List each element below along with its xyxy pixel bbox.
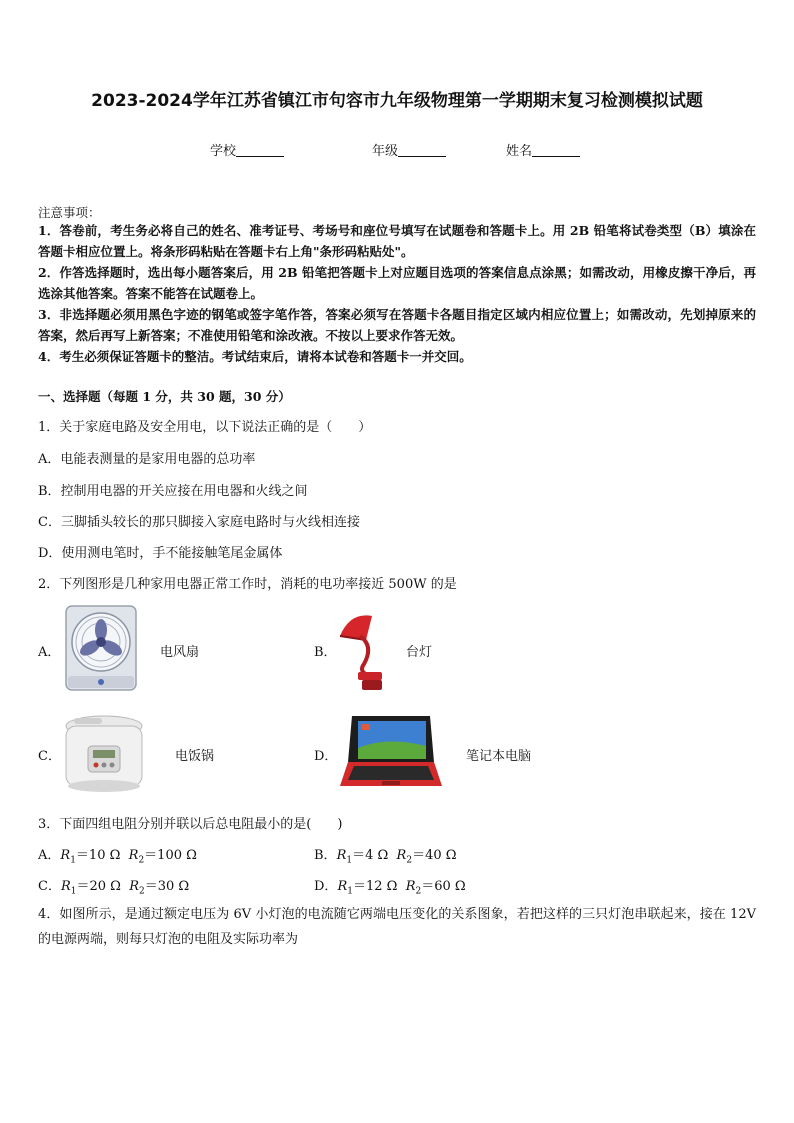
notice-item: 4．考生必须保证答题卡的整洁。考试结束后，请将本试卷和答题卡一并交回。 xyxy=(38,349,472,364)
electric-fan-image xyxy=(62,604,140,692)
q2-option-c-name: 电饭锅 xyxy=(175,749,215,764)
q3-option-d xyxy=(314,875,466,897)
resistor-subscript: 2 xyxy=(406,855,413,866)
q2-option-a-letter: A． xyxy=(38,645,61,660)
desk-lamp-image xyxy=(336,606,392,692)
name-field xyxy=(506,140,580,159)
q3-option-b-r1: ＝4 Ω xyxy=(352,848,389,863)
resistor-symbol: R xyxy=(337,879,348,894)
school-label: 学校 xyxy=(210,144,237,159)
resistor-subscript: 1 xyxy=(70,855,76,866)
q1-option-c: C．三脚插头较长的那只脚接入家庭电路时与火线相连接 xyxy=(38,515,360,530)
q3-option-b xyxy=(314,844,457,866)
rice-cooker-image xyxy=(60,712,148,796)
resistor-symbol: R xyxy=(60,848,71,863)
q3-option-a-letter: A． xyxy=(38,848,61,863)
q3-option-c-letter: C． xyxy=(38,879,61,894)
q1-option-b: B．控制用电器的开关应接在用电器和火线之间 xyxy=(38,484,308,499)
grade-label: 年级 xyxy=(372,144,399,159)
q3-option-d-letter: D． xyxy=(314,879,338,894)
section-heading: 一、选择题（每题 1 分，共 30 题，30 分） xyxy=(38,389,291,404)
resistor-subscript: 1 xyxy=(347,886,353,897)
resistor-symbol: R xyxy=(336,848,347,863)
q3-option-b-r2: ＝40 Ω xyxy=(412,848,457,863)
laptop-image xyxy=(338,712,444,794)
q3-option-b-letter: B． xyxy=(314,848,337,863)
resistor-symbol: R xyxy=(128,848,139,863)
notice-list xyxy=(38,220,756,367)
q3-option-d-r2: ＝60 Ω xyxy=(421,879,466,894)
resistor-subscript: 2 xyxy=(415,886,422,897)
q3-option-a-r2: ＝100 Ω xyxy=(144,848,197,863)
name-label: 姓名 xyxy=(506,144,533,159)
notice-item: 2．作答选择题时，选出每小题答案后，用 2B 铅笔把答题卡上对应题目选项的答案信息点涂黑；如需改动，用橡皮擦干净后，再选涂其他答案。答案不能答在试题卷上。 xyxy=(38,265,756,301)
q2-option-b-letter: B． xyxy=(314,645,337,660)
notice-item: 1．答卷前，考生务必将自己的姓名、准考证号、考场号和座位号填写在试题卷和答题卡上。用 2B 铅笔将试卷类型（B）填涂在答题卡相应位置上。将条形码粘贴在答题卡右上角"条形码粘贴处"。 xyxy=(38,223,756,259)
school-field xyxy=(210,140,284,159)
q3-stem: 3．下面四组电阻分别并联以后总电阻最小的是( ) xyxy=(38,817,343,832)
q3-option-c xyxy=(38,875,189,897)
q3-option-c-r1: ＝20 Ω xyxy=(76,879,121,894)
resistor-subscript: 1 xyxy=(346,855,353,866)
resistor-subscript: 2 xyxy=(139,886,145,897)
q2-option-b-name: 台灯 xyxy=(406,645,433,660)
q4-stem: 4．如图所示，是通过额定电压为 6V 小灯泡的电流随它两端电压变化的关系图象，若把这样的三只灯泡串联起来，接在 12V 的电源两端，则每只灯泡的电阻及实际功率为 xyxy=(38,907,756,947)
resistor-symbol: R xyxy=(60,879,71,894)
q1-stem: 1．关于家庭电路及安全用电，以下说法正确的是（ ） xyxy=(38,420,372,435)
q1-option-a: A．电能表测量的是家用电器的总功率 xyxy=(38,452,256,467)
q2-option-c-letter: C． xyxy=(38,749,61,764)
resistor-subscript: 1 xyxy=(70,886,77,897)
resistor-symbol: R xyxy=(405,879,416,894)
q2-stem: 2．下列图形是几种家用电器正常工作时，消耗的电功率接近 500W 的是 xyxy=(38,577,457,592)
q3-option-d-r1: ＝12 Ω xyxy=(352,879,398,894)
q2-option-d-name: 笔记本电脑 xyxy=(466,749,532,764)
notice-item: 3．非选择题必须用黑色字迹的钢笔或签字笔作答，答案必须写在答题卡各题目指定区域内相应位置上；如需改动，先划掉原来的答案，然后再写上新答案；不准使用铅笔和涂改液。不按以上要求作答无效。 xyxy=(38,307,756,343)
q3-option-c-r2: ＝30 Ω xyxy=(144,879,190,894)
page-title: 2023-2024学年江苏省镇江市句容市九年级物理第一学期期末复习检测模拟试题 xyxy=(91,91,703,111)
resistor-symbol: R xyxy=(396,848,407,863)
resistor-subscript: 2 xyxy=(138,855,145,866)
q2-option-d-letter: D． xyxy=(314,749,338,764)
notice-label: 注意事项： xyxy=(38,205,101,220)
q3-option-a-r1: ＝10 Ω xyxy=(75,848,121,863)
q3-option-a xyxy=(38,844,197,866)
grade-field xyxy=(372,140,446,159)
q2-option-a-name: 电风扇 xyxy=(160,645,200,660)
q1-option-d: D．使用测电笔时，手不能接触笔尾金属体 xyxy=(38,546,283,561)
resistor-symbol: R xyxy=(129,879,139,894)
